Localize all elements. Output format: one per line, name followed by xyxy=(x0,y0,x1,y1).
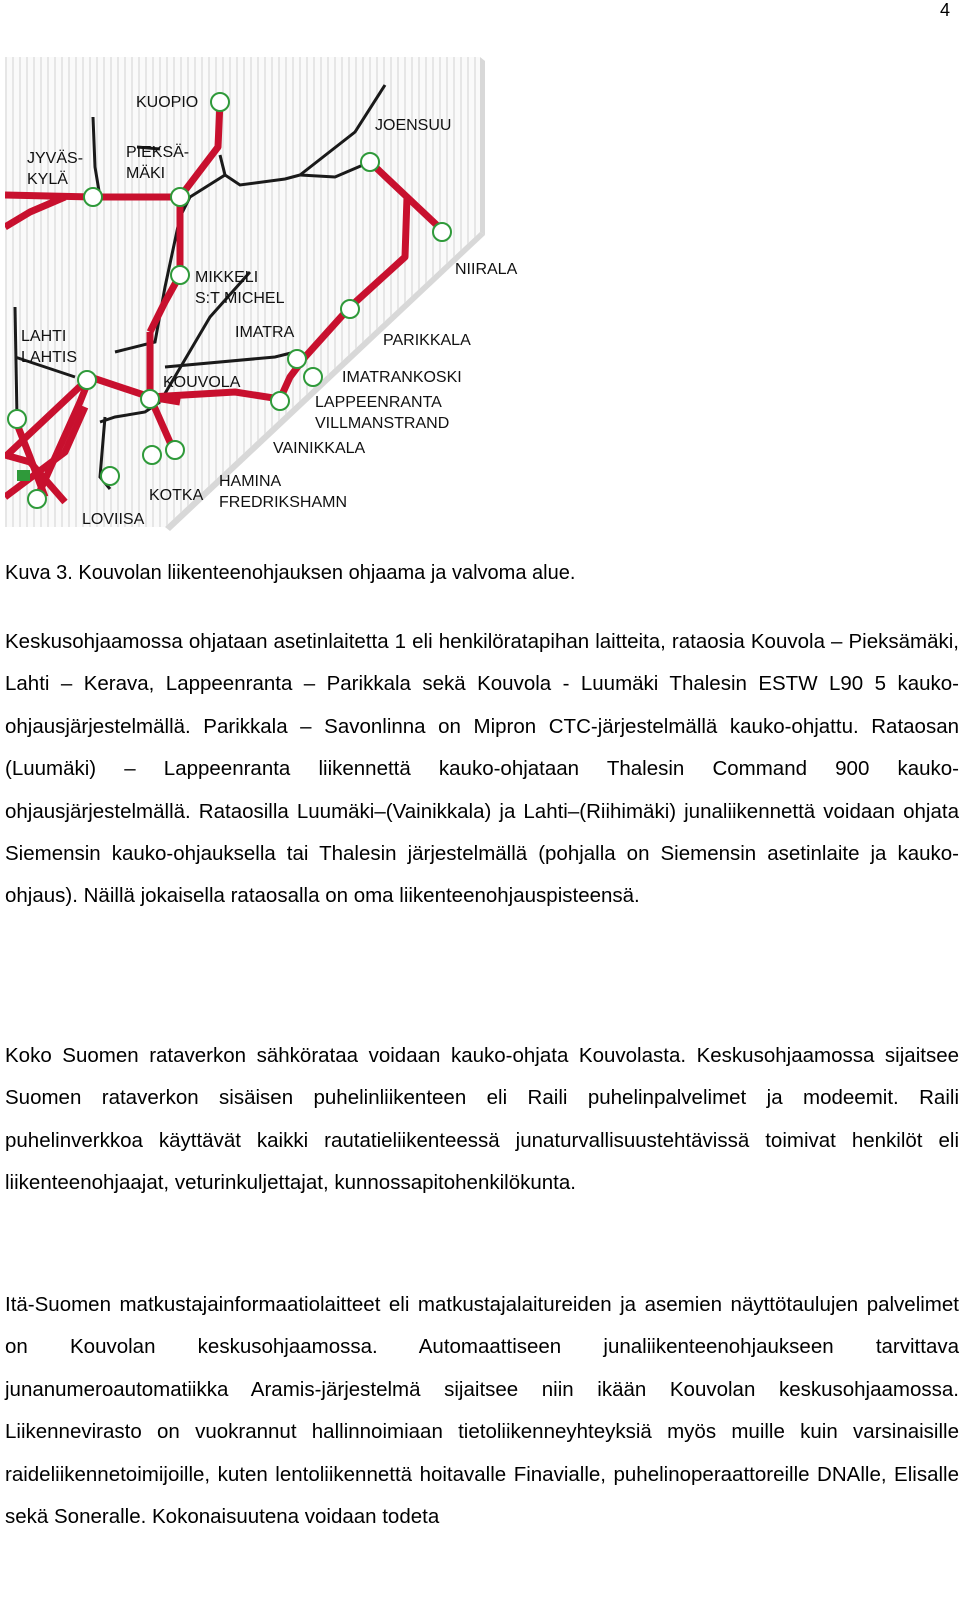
label-kuopio: KUOPIO xyxy=(136,94,199,111)
station-pieksamaki xyxy=(171,188,189,206)
label-imatrankoski: IMATRANKOSKI xyxy=(342,369,462,386)
station-lahti xyxy=(78,371,96,389)
green-marker xyxy=(17,470,30,481)
label-lappeenranta-2: VILLMANSTRAND xyxy=(315,415,450,432)
label-jyvaskyla-1: JYVÄS- xyxy=(27,150,84,167)
label-kotka: KOTKA xyxy=(149,487,204,504)
station-west xyxy=(8,410,26,428)
label-mikkeli-1: MIKKELI xyxy=(195,269,259,286)
label-hamina-2: FREDRIKSHAMN xyxy=(219,494,348,511)
label-kouvola: KOUVOLA xyxy=(163,374,241,391)
station-parikkala xyxy=(341,300,359,318)
station-imatra xyxy=(288,350,306,368)
railway-map xyxy=(5,57,535,541)
label-loviisa: LOVIISA xyxy=(82,511,145,528)
label-pieksamaki-2: MÄKI xyxy=(126,165,166,182)
label-hamina-1: HAMINA xyxy=(219,473,282,490)
station-loviisa xyxy=(28,490,46,508)
label-joensuu: JOENSUU xyxy=(375,117,452,134)
station-mikkeli xyxy=(171,266,189,284)
label-lahti-2: LAHTIS xyxy=(21,349,78,366)
label-mikkeli-2: S:T MICHEL xyxy=(195,290,285,307)
label-lahti-1: LAHTI xyxy=(21,328,67,345)
station-lappeenranta xyxy=(271,392,289,410)
station-joensuu xyxy=(361,153,379,171)
label-imatra: IMATRA xyxy=(235,324,295,341)
label-lappeenranta-1: LAPPEENRANTA xyxy=(315,394,442,411)
label-vainikkala: VAINIKKALA xyxy=(273,440,366,457)
paragraph-2: Koko Suomen rataverkon sähkörataa voidaan kauko-ohjata Kouvolasta. Keskusohjaamossa sijaitsee Suomen rataverkon sisäisen puhelinliikenteen eli Raili puhelinpalvelimet ja modeemit. Raili puhelinverkkoa käyttävät kaikki rautatieliikenteessä junaturvallisuustehtävissä toimivat henkilöt eli liikenteenohjaajat, veturinkuljettajat, kunnossapitohenkilökunta. xyxy=(5,1044,959,1195)
paragraph-1: Keskusohjaamossa ohjataan asetinlaitetta 1 eli henkilöratapihan laitteita, rataosia Kouvola – Pieksämäki, Lahti – Kerava, Lappeenranta – Parikkala sekä Kouvola - Luumäki Thalesin ESTW L90 5 kauko-ohjausjärjestelmällä. Parikkala – Savonlinna on Mipron CTC-järjestelmällä kauko-ohjattu. Rataosan (Luumäki) – Lappeenranta liikennettä kauko-ohjataan Thalesin Command 900 kauko-ohjausjärjestelmällä. Rataosilla Luumäki–(Vainikkala) ja Lahti–(Riihimäki) junaliikennettä voidaan ohjata Siemensin kauko-ohjauksella tai Thalesin järjestelmällä (pohjalla on Siemensin asetinlaite ja kauko-ohjaus). Näillä jokaisella rataosalla on oma liikenteenohjauspisteensä. xyxy=(5,630,959,908)
station-kouvola xyxy=(141,390,159,408)
paragraph-3: Itä-Suomen matkustajainformaatiolaitteet eli matkustajalaitureiden ja asemien näyttötaulujen palvelimet on Kouvolan keskusohjaamossa. Automaattiseen junaliikenteenohjaukseen tarvittava junanumeroautomatiikka Aramis-järjestelmä sijaitsee niin ikään Kouvolan keskusohjaamossa. Liikennevirasto on vuokrannut hallinnoimiaan tietoliikenneyhteyksiä myös muille kuin varsinaisille raideliikennetoimijoille, kuten lentoliikennettä hoitavalle Finavialle, puhelinoperaattoreille DNAlle, Elisalle sekä Soneralle. Kokonaisuutena voidaan todeta xyxy=(5,1293,959,1529)
label-jyvaskyla-2: KYLÄ xyxy=(27,171,68,188)
station-vainikkala xyxy=(166,441,184,459)
page-number: 4 xyxy=(939,0,950,20)
station-hamina xyxy=(143,446,161,464)
station-kuopio xyxy=(211,93,229,111)
station-imatrankoski xyxy=(304,368,322,386)
figure-caption: Kuva 3. Kouvolan liikenteenohjauksen ohjaama ja valvoma alue. xyxy=(5,562,576,584)
station-niirala xyxy=(433,223,451,241)
label-pieksamaki-1: PIEKSÄ- xyxy=(126,144,190,161)
station-jyvaskyla xyxy=(84,188,102,206)
station-kotka xyxy=(101,467,119,485)
label-niirala: NIIRALA xyxy=(455,261,518,278)
label-parikkala: PARIKKALA xyxy=(383,332,471,349)
